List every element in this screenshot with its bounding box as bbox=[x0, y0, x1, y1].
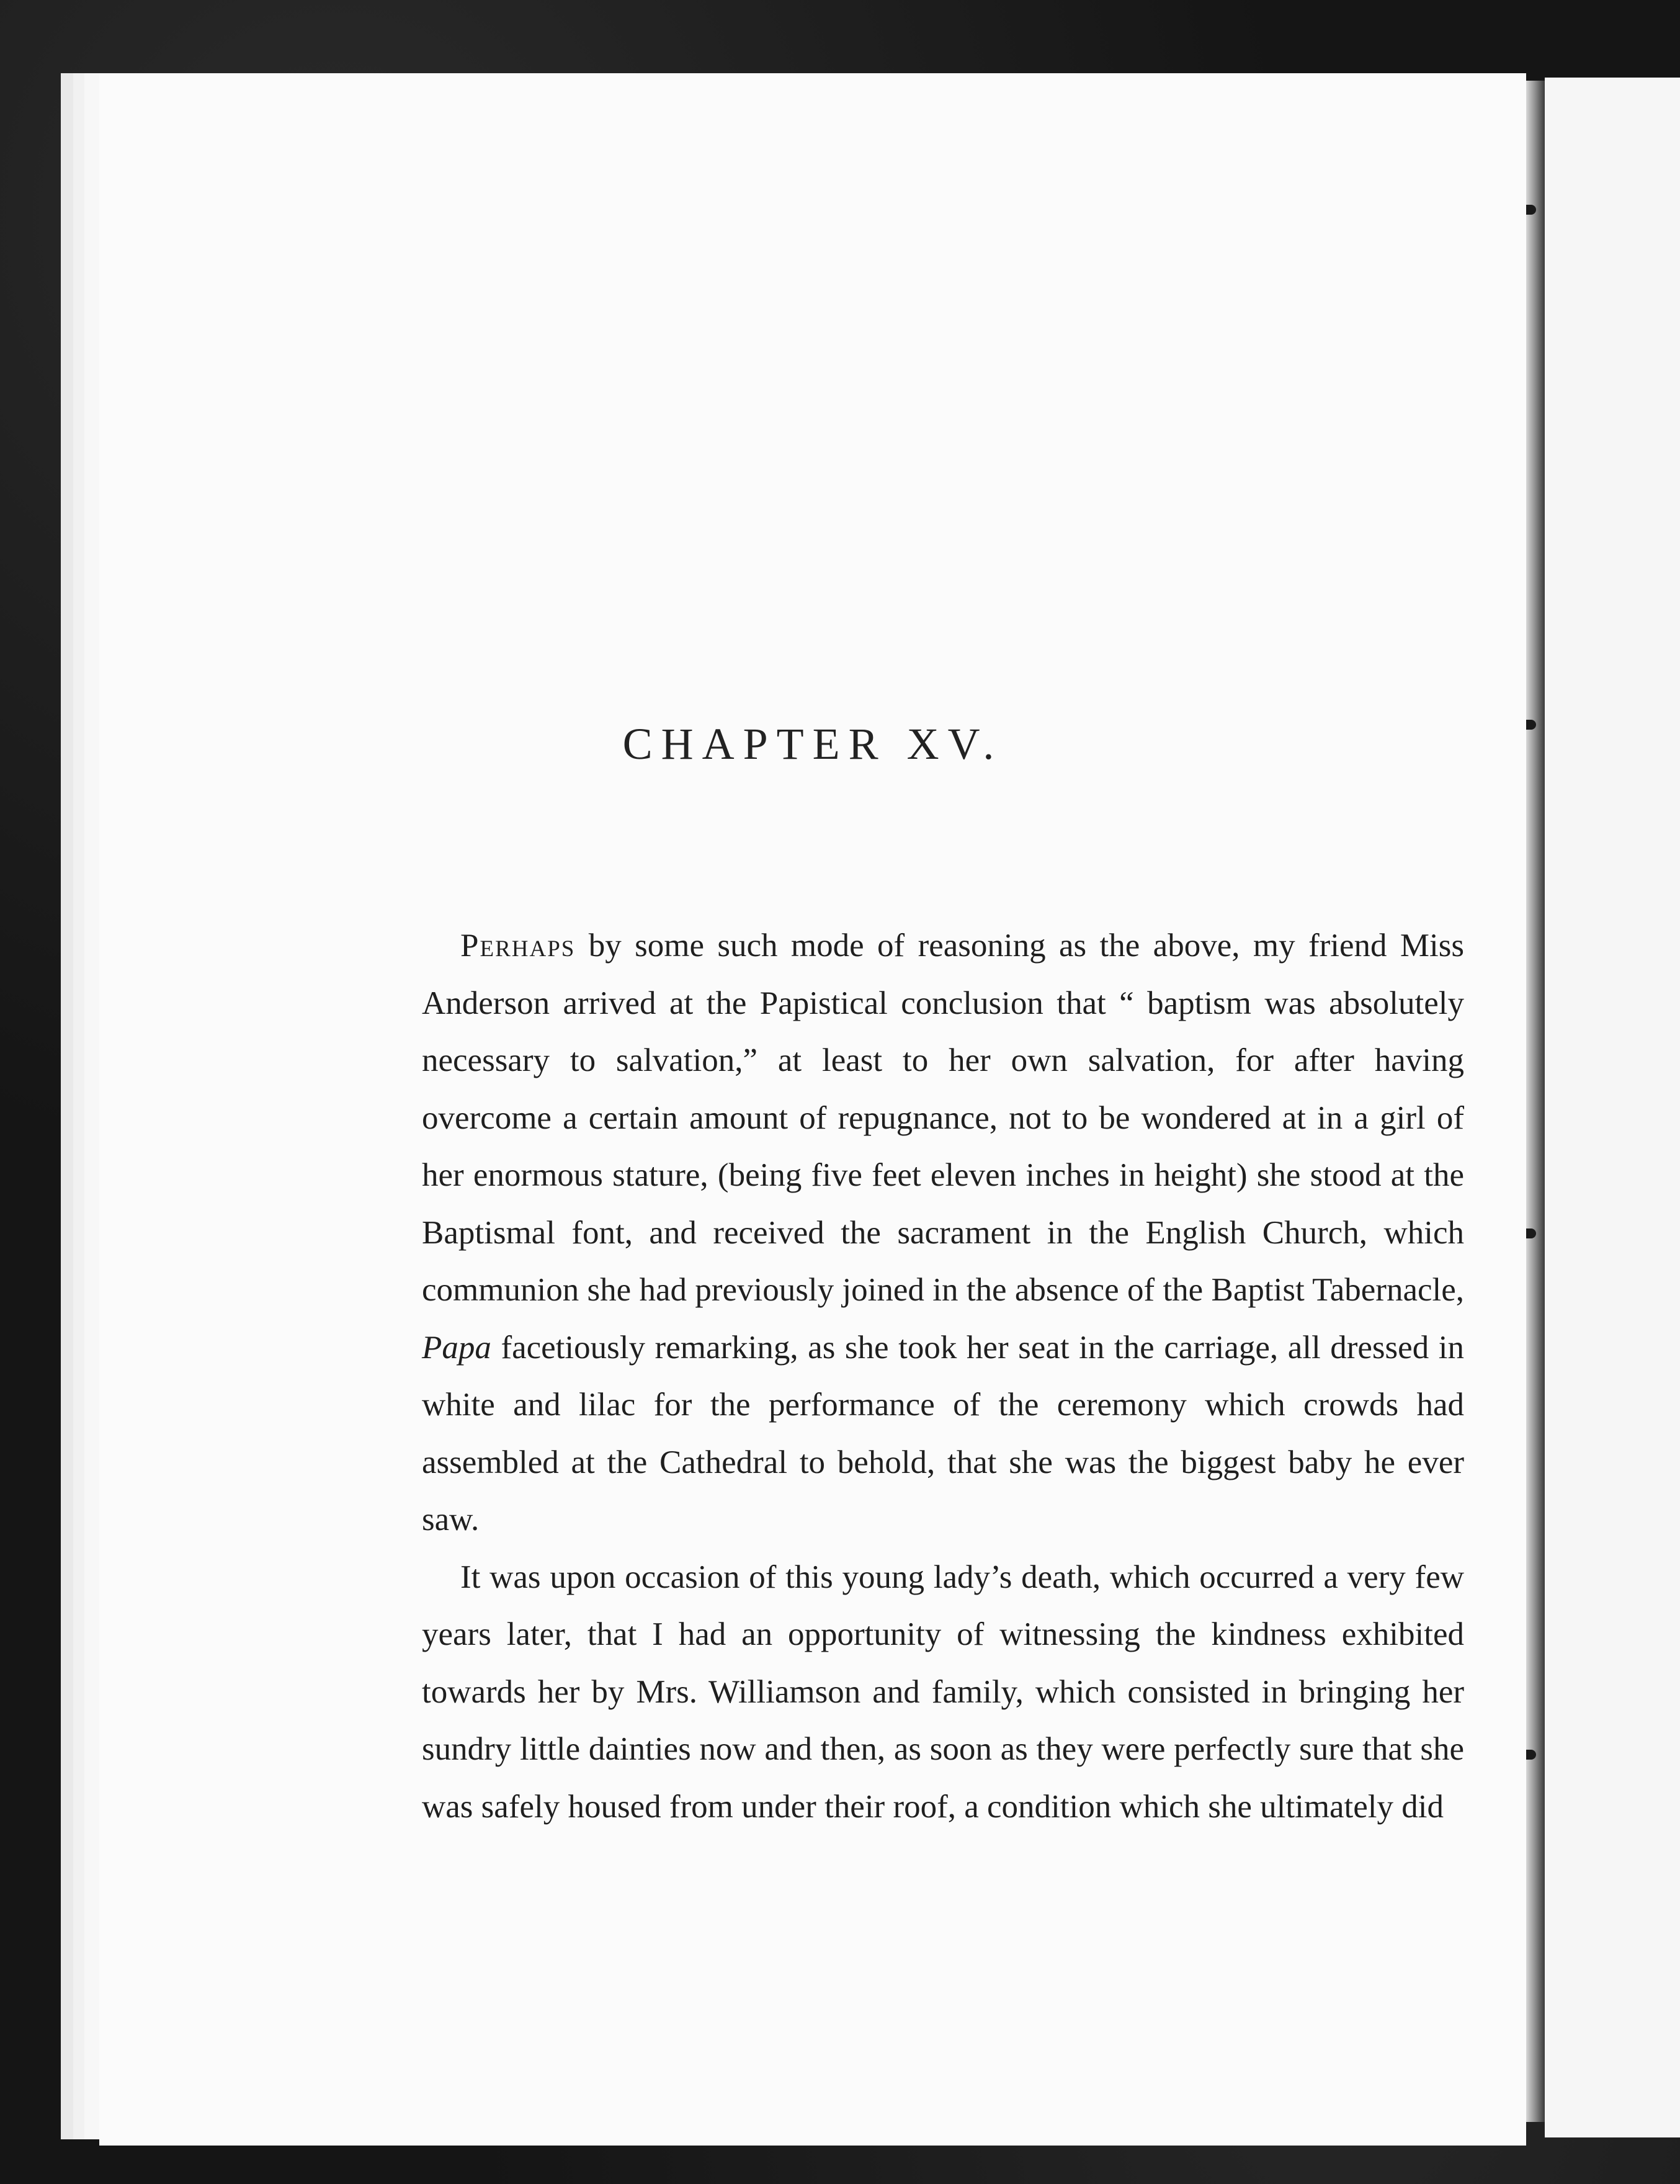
chapter-body bbox=[422, 917, 1464, 1835]
paragraph bbox=[422, 1549, 1464, 1836]
book-page bbox=[99, 73, 1526, 2146]
facing-page bbox=[1545, 78, 1680, 2137]
paragraph bbox=[422, 917, 1464, 1549]
paragraph-text: by some such mode of reasoning as the above, my friend Miss Anderson arrived at the Papistical conclusion that “ baptism was absolutely necessary to salvation,” at least to her own salvation, for after having overcome a certain amount of repugnance, not to be wondered at in a girl of her enormous stature, (being five feet eleven inches in height) she stood at the Baptismal font, and received the sacrament in the English Church, which communion she had previously joined in the absence of the Baptist Tabernacle, bbox=[422, 928, 1464, 1308]
paragraph-lead-word: Perhaps bbox=[460, 928, 576, 964]
italic-word: Papa bbox=[422, 1329, 491, 1366]
paragraph-text: facetiously remarking, as she took her seat in the carriage, all dressed in white and lilac for the performance of the ceremony which crowds had assembled at the Cathedral to behold, that she was the biggest baby he ever saw. bbox=[422, 1329, 1464, 1537]
chapter-title: CHAPTER XV. bbox=[622, 719, 1003, 769]
paragraph-text: It was upon occasion of this young lady’s death, which occurred a very few years later, that I had an opportunity of witnessing the kindness exhibited towards her by Mrs. Williamson and family, which consisted in bringing her sundry little dainties now and then, as soon as they were perfectly sure that she was safely housed from under their roof, a condition which she ultimately did bbox=[422, 1559, 1464, 1825]
